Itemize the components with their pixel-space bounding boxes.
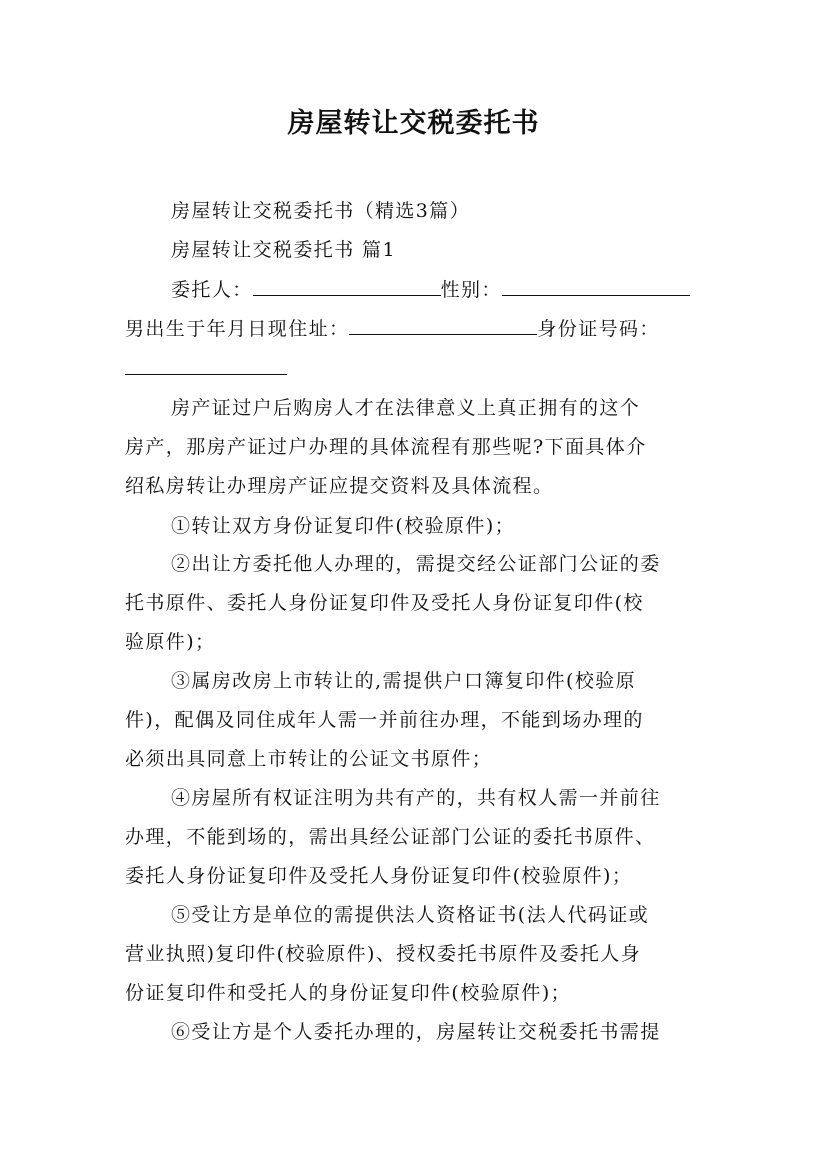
document-title: 房屋转让交税委托书 [287,108,540,139]
document-subtitle: 房屋转让交税委托书（精选3篇） [171,200,471,222]
gender-label: 性别： [440,279,502,301]
body-line: 件)，配偶及同住成年人需一并前往办理，不能到场办理的 [125,709,644,731]
section-heading: 房屋转让交税委托书 篇1 [171,239,396,261]
body-line: 验原件)； [125,631,216,653]
form-line-address [125,316,660,342]
body-line: 办理，不能到场的，需出具经公证部门公证的委托书原件、 [125,826,656,848]
gender-blank [502,277,690,296]
id-label: 身份证号码： [537,318,660,340]
list-item-4: ④房屋所有权证注明为共有产的，共有权人需一并前往 [171,787,661,809]
list-item-5: ⑤受让方是单位的需提供法人资格证书(法人代码证或 [171,904,650,926]
form-line-client [171,277,690,303]
body-line: 份证复印件和受托人的身份证复印件(校验原件)； [125,982,572,1004]
client-blank [253,277,441,296]
address-label: 男出生于年月日现住址： [125,318,350,340]
list-item-3: ③属房改房上市转让的,需提供户口簿复印件(校验原 [171,670,637,692]
client-label: 委托人： [171,279,253,301]
body-line: 委托人身份证复印件及受托人身份证复印件(校验原件)； [125,865,633,887]
body-line: 营业执照)复印件(校验原件)、授权委托书原件及委托人身 [125,943,642,965]
list-item-6: ⑥受让方是个人委托办理的，房屋转让交税委托书需提 [171,1021,661,1043]
body-line: 房产证过户后购房人才在法律意义上真正拥有的这个 [171,397,641,419]
body-line: 绍私房转让办理房产证应提交资料及具体流程。 [125,475,554,497]
body-line: 托书原件、委托人身份证复印件及受托人身份证复印件(校 [125,592,644,614]
body-line: 必须出具同意上市转让的公证文书原件； [125,748,493,770]
body-line: 房产，那房产证过户办理的具体流程有那些呢?下面具体介 [125,436,647,458]
id-number-blank [125,374,287,375]
address-blank [349,316,537,335]
list-item-1: ①转让双方身份证复印件(校验原件)； [171,515,516,537]
list-item-2: ②出让方委托他人办理的，需提交经公证部门公证的委 [171,553,661,575]
